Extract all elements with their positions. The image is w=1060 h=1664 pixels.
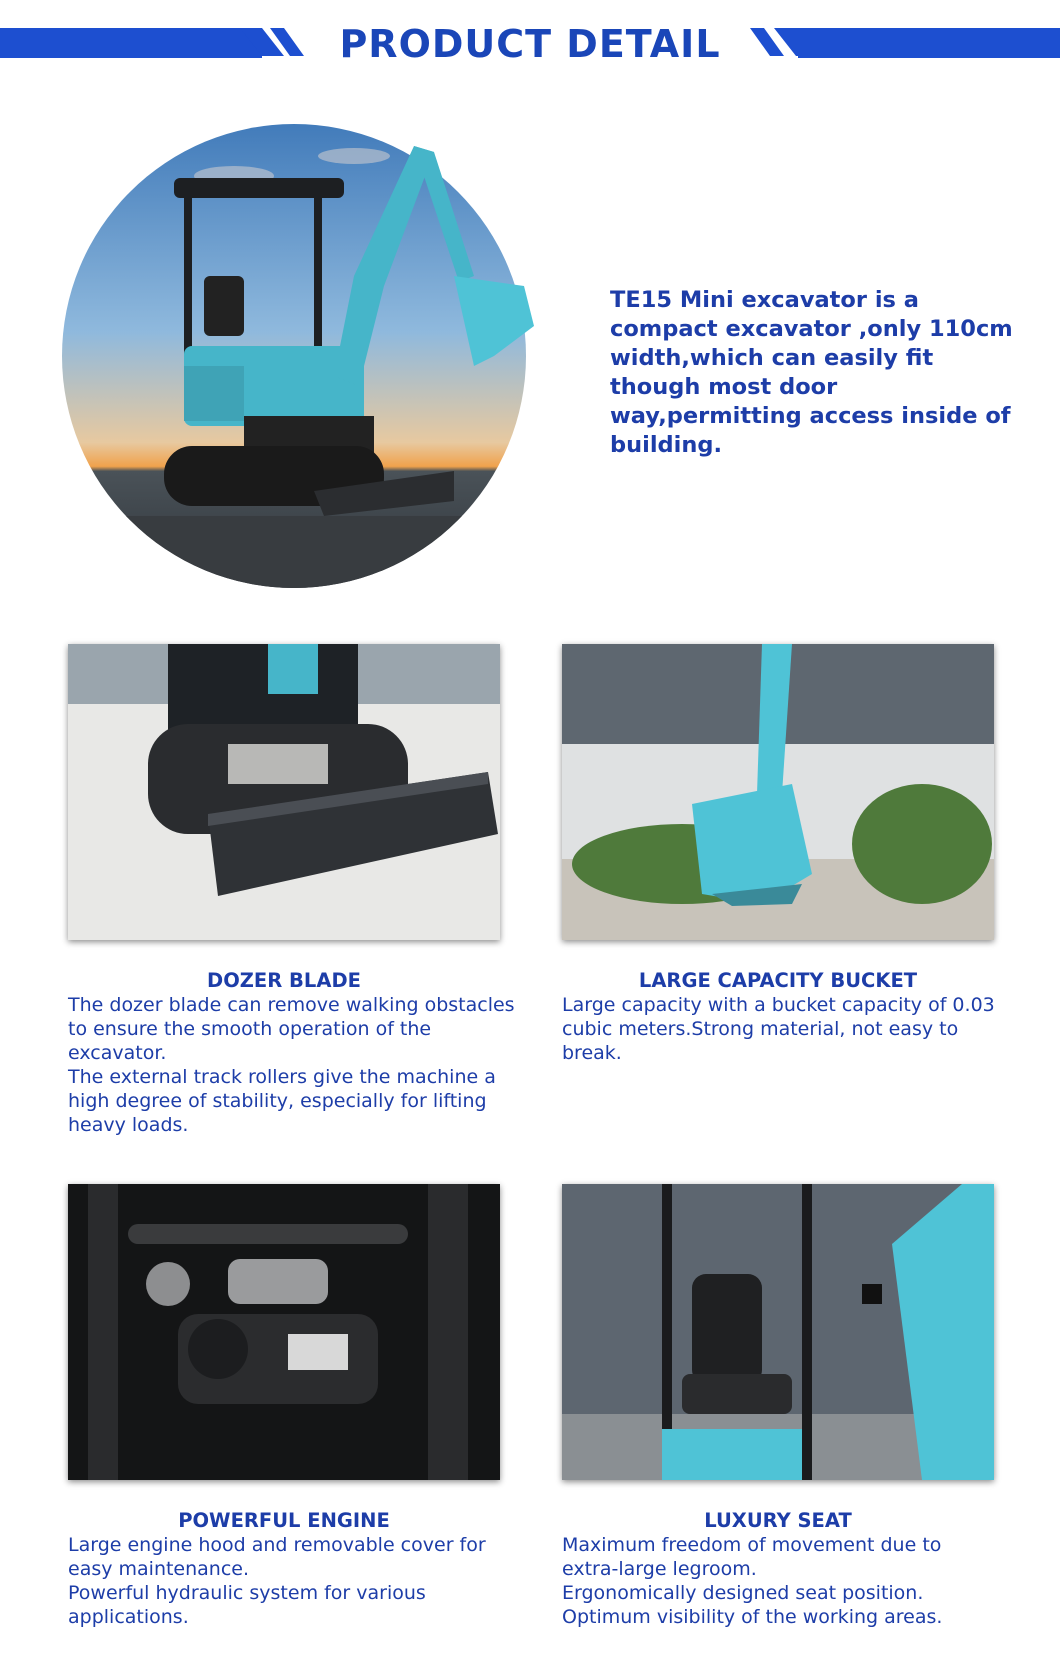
header-bar-left: [0, 28, 262, 58]
feature-line: Large engine hood and removable cover for: [68, 1534, 486, 1556]
feature-line: cubic meters.Strong material, not easy to: [562, 1018, 959, 1040]
mini-excavator-photo-icon: [54, 116, 574, 596]
feature-line: high degree of stability, especially for lifting: [68, 1090, 487, 1112]
feature-line: easy maintenance.: [68, 1558, 250, 1580]
feature-title-dozer-blade: DOZER BLADE: [207, 969, 361, 992]
feature-line: Large capacity with a bucket capacity of 0.03: [562, 994, 995, 1016]
feature-line: break.: [562, 1042, 622, 1064]
feature-text-engine: [68, 1533, 538, 1629]
feature-line: applications.: [68, 1606, 189, 1628]
feature-title-bucket: LARGE CAPACITY BUCKET: [638, 969, 918, 992]
header-bar-right: [798, 28, 1060, 58]
seat-photo-icon: [562, 1184, 994, 1480]
feature-text-seat: [562, 1533, 1032, 1629]
feature-text-bucket: [562, 993, 1032, 1065]
feature-line: Maximum freedom of movement due to: [562, 1534, 942, 1556]
page-title: PRODUCT DETAIL: [339, 22, 721, 66]
feature-line: The dozer blade can remove walking obstacles: [68, 994, 515, 1016]
feature-line: Optimum visibility of the working areas.: [562, 1606, 943, 1628]
engine-photo-icon: [68, 1184, 500, 1480]
feature-line: extra-large legroom.: [562, 1558, 757, 1580]
feature-title-seat: LUXURY SEAT: [704, 1509, 852, 1532]
feature-line: to ensure the smooth operation of the: [68, 1018, 432, 1040]
feature-title-engine: POWERFUL ENGINE: [178, 1509, 390, 1532]
hero-description: TE15 Mini excavator is a compact excavator ,only 110cm width,which can easily fit though most door way,permitting access inside of building.: [610, 287, 1013, 458]
bucket-photo-icon: [562, 644, 994, 940]
dozer-blade-photo-icon: [68, 644, 500, 940]
feature-line: Ergonomically designed seat position.: [562, 1582, 924, 1604]
feature-line: excavator.: [68, 1042, 167, 1064]
feature-line: Powerful hydraulic system for various: [68, 1582, 426, 1604]
feature-text-dozer-blade: [68, 993, 538, 1137]
feature-line: The external track rollers give the machine a: [68, 1066, 496, 1088]
feature-line: heavy loads.: [68, 1114, 189, 1136]
